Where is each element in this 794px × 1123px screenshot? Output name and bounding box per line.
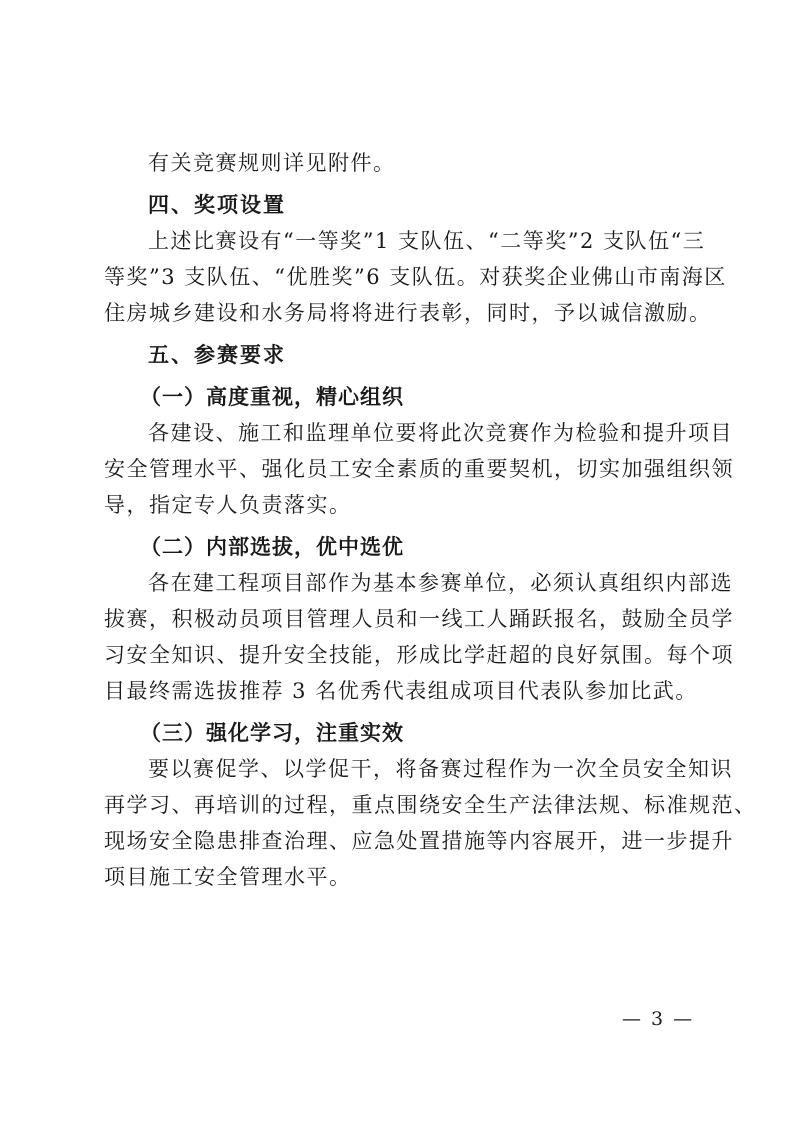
page-number: — 3 — <box>622 1008 695 1030</box>
section-4-line-3: 住房城乡建设和水务局将将进行表彰，同时，予以诚信激励。 <box>104 301 712 325</box>
subsection-1-line-1: 各建设、施工和监理单位要将此次竞赛作为检验和提升项目 <box>148 421 733 445</box>
section-4-line-1: 上述比赛设有“一等奖”1 支队伍、“二等奖”2 支队伍“三 <box>148 229 706 253</box>
subsection-3-line-1: 要以赛促学、以学促干，将备赛过程作为一次全员安全知识 <box>148 757 733 781</box>
subsection-1-line-3: 导，指定专人负责落实。 <box>104 493 352 517</box>
subsection-3-line-4: 项目施工安全管理水平。 <box>104 865 352 889</box>
subsection-2-heading: （二）内部选拔，优中选优 <box>140 535 404 559</box>
subsection-3-line-2: 再学习、再培训的过程，重点围绕安全生产法律法规、标准规范、 <box>104 793 757 817</box>
subsection-2-line-4: 目最终需选拔推荐 3 名优秀代表组成项目代表队参加比武。 <box>104 679 698 703</box>
rules-reference-text: 有关竞赛规则详见附件。 <box>148 151 396 175</box>
section-5-heading: 五、参赛要求 <box>148 343 286 367</box>
subsection-2-line-3: 习安全知识、提升安全技能，形成比学赶超的良好氛围。每个项 <box>104 643 734 667</box>
document-body <box>104 145 757 895</box>
section-4-line-2: 等奖”3 支队伍、“优胜奖”6 支队伍。对获奖企业佛山市南海区 <box>104 265 727 289</box>
subsection-3-heading: （三）强化学习，注重实效 <box>140 721 404 745</box>
subsection-2-line-1: 各在建工程项目部作为基本参赛单位，必须认真组织内部选 <box>148 571 733 595</box>
subsection-1-line-2: 安全管理水平、强化员工安全素质的重要契机，切实加强组织领 <box>104 457 734 481</box>
section-4-heading: 四、奖项设置 <box>148 193 286 217</box>
subsection-3-line-3: 现场安全隐患排查治理、应急处置措施等内容展开，进一步提升 <box>104 829 734 853</box>
subsection-2-line-2: 拔赛，积极动员项目管理人员和一线工人踊跃报名，鼓励全员学 <box>104 607 734 631</box>
subsection-1-heading: （一）高度重视，精心组织 <box>140 385 404 409</box>
